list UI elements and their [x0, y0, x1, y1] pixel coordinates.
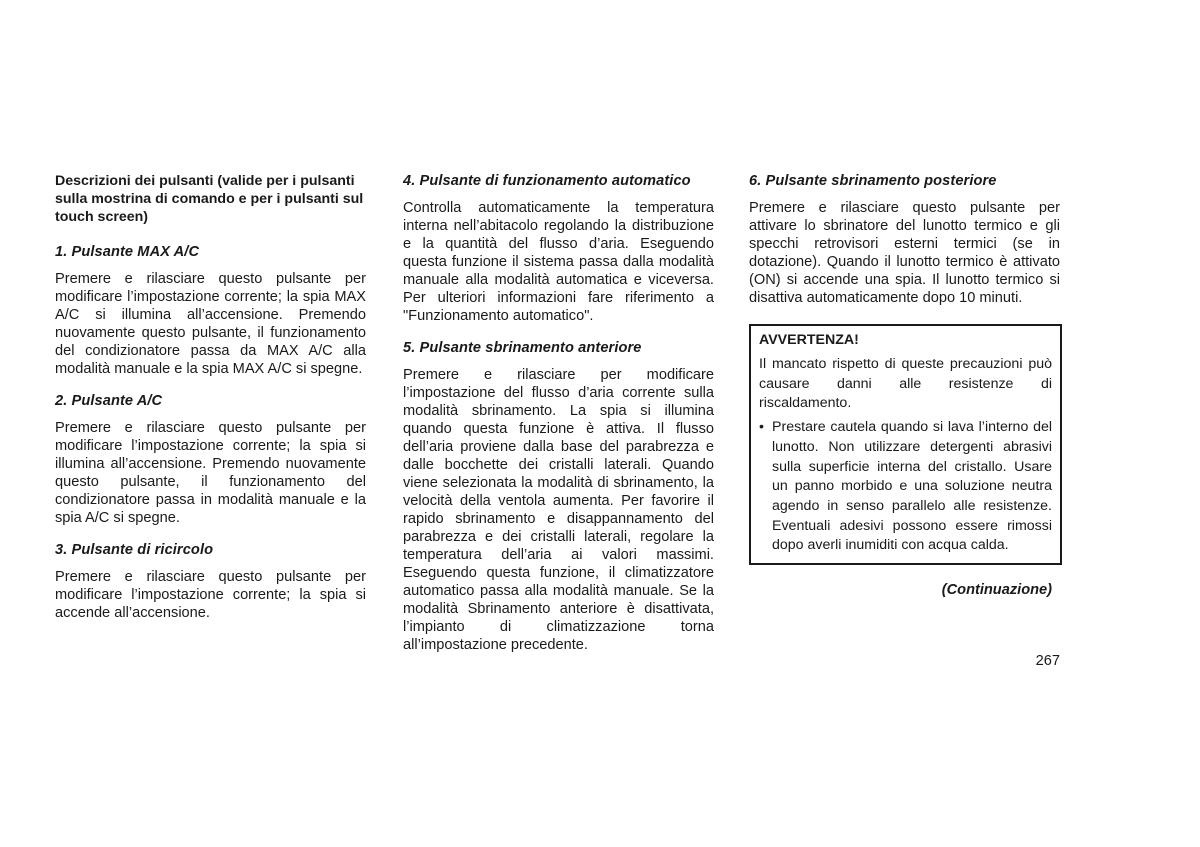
section-heading-rear-defrost: 6. Pulsante sbrinamento posteriore [749, 173, 997, 189]
section-heading-auto: 4. Pulsante di funzionamento automatico [403, 173, 691, 189]
intro-heading: Descrizioni dei pulsanti (valide per i pulsanti sulla mostrina di comando e per i pulsanti sul touch screen) [55, 173, 364, 225]
warning-bullet-text: Prestare cautela quando si lava l’interno del lunotto. Non utilizzare detergenti abrasivi sulla superficie interna del cristallo. Usare un panno morbido e una soluzione neutra agendo in senso parallelo alle resistenze. Eventuali adesivi possono essere rimossi dopo averli inumiditi con acqua calda. [772, 419, 1052, 554]
section-heading-max-ac: 1. Pulsante MAX A/C [55, 244, 200, 260]
warning-box [749, 324, 1062, 565]
continuation-label: (Continuazione) [941, 582, 1052, 598]
column-left [55, 172, 366, 636]
section-text-recirculation: Premere e rilasciare questo pulsante per modificare l’impostazione corrente; la spia si accende all’accensione. [55, 569, 366, 621]
section-text-rear-defrost: Premere e rilasciare questo pulsante per attivare lo sbrinatore del lunotto termico e gli specchi retrovisori esterni termici (se in dotazione). Quando il lunotto termico è attivato (ON) si accende una spia. Il lunotto termico si disattiva automaticamente dopo 10 minuti. [749, 200, 1060, 306]
warning-text: Il mancato rispetto di queste precauzioni può causare danni alle resistenze di riscaldamento. [759, 356, 1052, 412]
section-heading-recirculation: 3. Pulsante di ricircolo [55, 542, 214, 558]
warning-title: AVVERTENZA! [759, 332, 859, 348]
section-text-max-ac: Premere e rilasciare questo pulsante per modificare l’impostazione corrente; la spia MAX A/C si illumina all’accensione. Premendo nuovamente questo pulsante, il funzionamento del condizionatore passa da MAX A/C alla modalità manuale e la spia MAX A/C si spegne. [55, 271, 366, 377]
page-number: 267 [1035, 653, 1060, 669]
section-text-front-defrost: Premere e rilasciare per modificare l’impostazione del flusso d’aria corrente sulla modalità sbrinamento. La spia si illumina quando questa funzione è attiva. Il flusso dell’aria proviene dalla base del parabrezza e dalle bocchette dei cristalli laterali. Quando viene selezionata la modalità di sbrinamento, la velocità della ventola aumenta. Per favorire il rapido sbrinamento e disappannamento del parabrezza e dei cristalli laterali, regolare la temperatura dell’aria ai valori massimi. Eseguendo questa funzione, il climatizzatore automatico passa alla modalità manuale. Se la modalità Sbrinamento anteriore è disattivata, l’impianto di climatizzazione torna all’impostazione precedente. [403, 367, 714, 653]
section-heading-ac: 2. Pulsante A/C [55, 393, 163, 409]
column-middle [403, 172, 714, 668]
bullet-icon: • [759, 419, 764, 436]
warning-bullet-item [759, 418, 1052, 556]
warning-bullet-list [759, 418, 1052, 556]
section-heading-front-defrost: 5. Pulsante sbrinamento anteriore [403, 340, 642, 356]
section-text-auto: Controlla automaticamente la temperatura interna nell’abitacolo regolando la distribuzione e la quantità del flusso d’aria. Eseguendo questa funzione il sistema passa dalla modalità manuale alla modalità automatica e viceversa. Per ulteriori informazioni fare riferimento a "Funzionamento automatico". [403, 200, 714, 324]
section-text-ac: Premere e rilasciare questo pulsante per modificare l’impostazione corrente; la spia si illumina all’accensione. Premendo nuovamente questo pulsante, il funzionamento del condizionatore passa in modalità manuale e la spia A/C si spegne. [55, 420, 366, 526]
column-right [749, 172, 1060, 565]
